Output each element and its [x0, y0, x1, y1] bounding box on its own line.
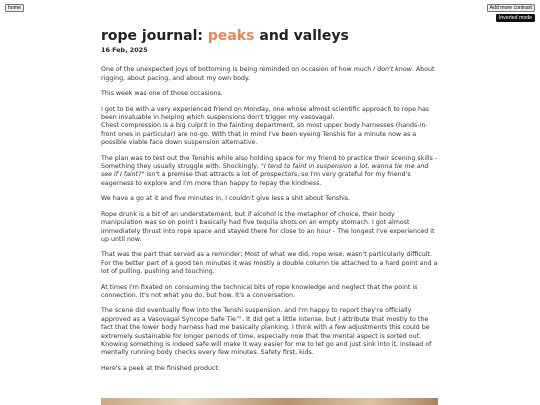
paragraph-4-text-a: The plan was to test out the Tenshis while also holding space for my friend to practice their scening skills - Something they usually struggle with. Shockingly, [101, 154, 438, 171]
post-title-start: rope journal: [101, 28, 208, 44]
paragraph-3-line-b: Chest compression is a big culprit in the fainting department, so most upper body harnesses (hands-in-front ones in particular) are no-go. With that in mind I've been eyeing Tenshis for a minute now as a possible viable face down suspension alternative. [101, 122, 428, 147]
paragraph-1-emphasis: I don't know [373, 66, 412, 74]
paragraph-4-quote: "I tend to faint in suspension a lot, wanna tie me and see if I faint?" [101, 163, 429, 179]
paragraph-3 [101, 106, 438, 148]
paragraph-7: That was the part that served as a reminder; Most of what we did, rope wise, wasn't particularly difficult. For the better part of a good ten minutes it was mostly a double column tie attached to a hard point and a lot of pulling, pushing and touching. [101, 251, 438, 276]
home-button[interactable]: home [5, 4, 24, 12]
blog-post [101, 28, 438, 380]
paragraph-9: The scene did eventually flow into the Tenshi suspension, and I'm happy to report they're officially approved as a Vasovagal Syncope Safe Tie™. It did get a little intense, but I attribute that mostly to the fact that the lower body harness had me basically planking. I think with a few adjustments this could be extremely sustainable for longer periods of time, especially now that the mental aspect is sorted out. Knowing something is indeed safe will make it way easier for me to let go and just sink into it, instead of mentally running body checks every few minutes. Safety first, kids. [101, 307, 432, 357]
paragraph-3-line-a: I got to tie with a very experienced friend on Monday, one whose almost scientific approach to rope has been invaluable in helping which suspensions don't trigger my vasovagal. [101, 105, 430, 122]
paragraph-1-text-a: One of the unexpected joys of bottoming is being reminded on occasion of how much [101, 66, 374, 74]
paragraph-10: Here's a peek at the finished product: [101, 364, 221, 372]
paragraph-8: At times I'm fixated on consuming the technical bits of rope knowledge and neglect that the point is connection. It's not what you do, but how. It's a conversation. [101, 283, 418, 299]
add-contrast-button[interactable]: Add more contrast [487, 4, 535, 12]
post-title-end: and valleys [254, 28, 349, 44]
paragraph-5: We have a go at it and five minutes in, I couldn't give less a shit about Tenshis. [101, 195, 351, 203]
post-date: 16 Feb, 2025 [101, 46, 148, 54]
post-title-accent: peaks [207, 28, 255, 44]
paragraph-6: Rope drunk is a bit of an understatement, but if alcohol is the metaphor of choice, their body manipulation was so on point I basically had five tequila shots on an empty stomach. I got almost immediately thrust into rope space and stayed there for close to an hour - The longest I've experienced it up until now. [101, 210, 435, 243]
paragraph-4-text-b: isn't a premise that attracts a lot of prospectors, so I'm very grateful for my friend's eagerness to explore and I'm more than happy to repay the kindness. [101, 171, 411, 187]
paragraph-1-text-b: . About rigging, about pacing, and about my own body. [101, 66, 435, 82]
finished-product-photo [101, 398, 438, 405]
inverted-mode-button[interactable]: Inverted mode [496, 14, 535, 22]
paragraph-4 [101, 155, 438, 189]
paragraph-1 [101, 66, 438, 83]
post-title [101, 28, 438, 45]
paragraph-2: This week was one of those occasions. [101, 90, 223, 98]
